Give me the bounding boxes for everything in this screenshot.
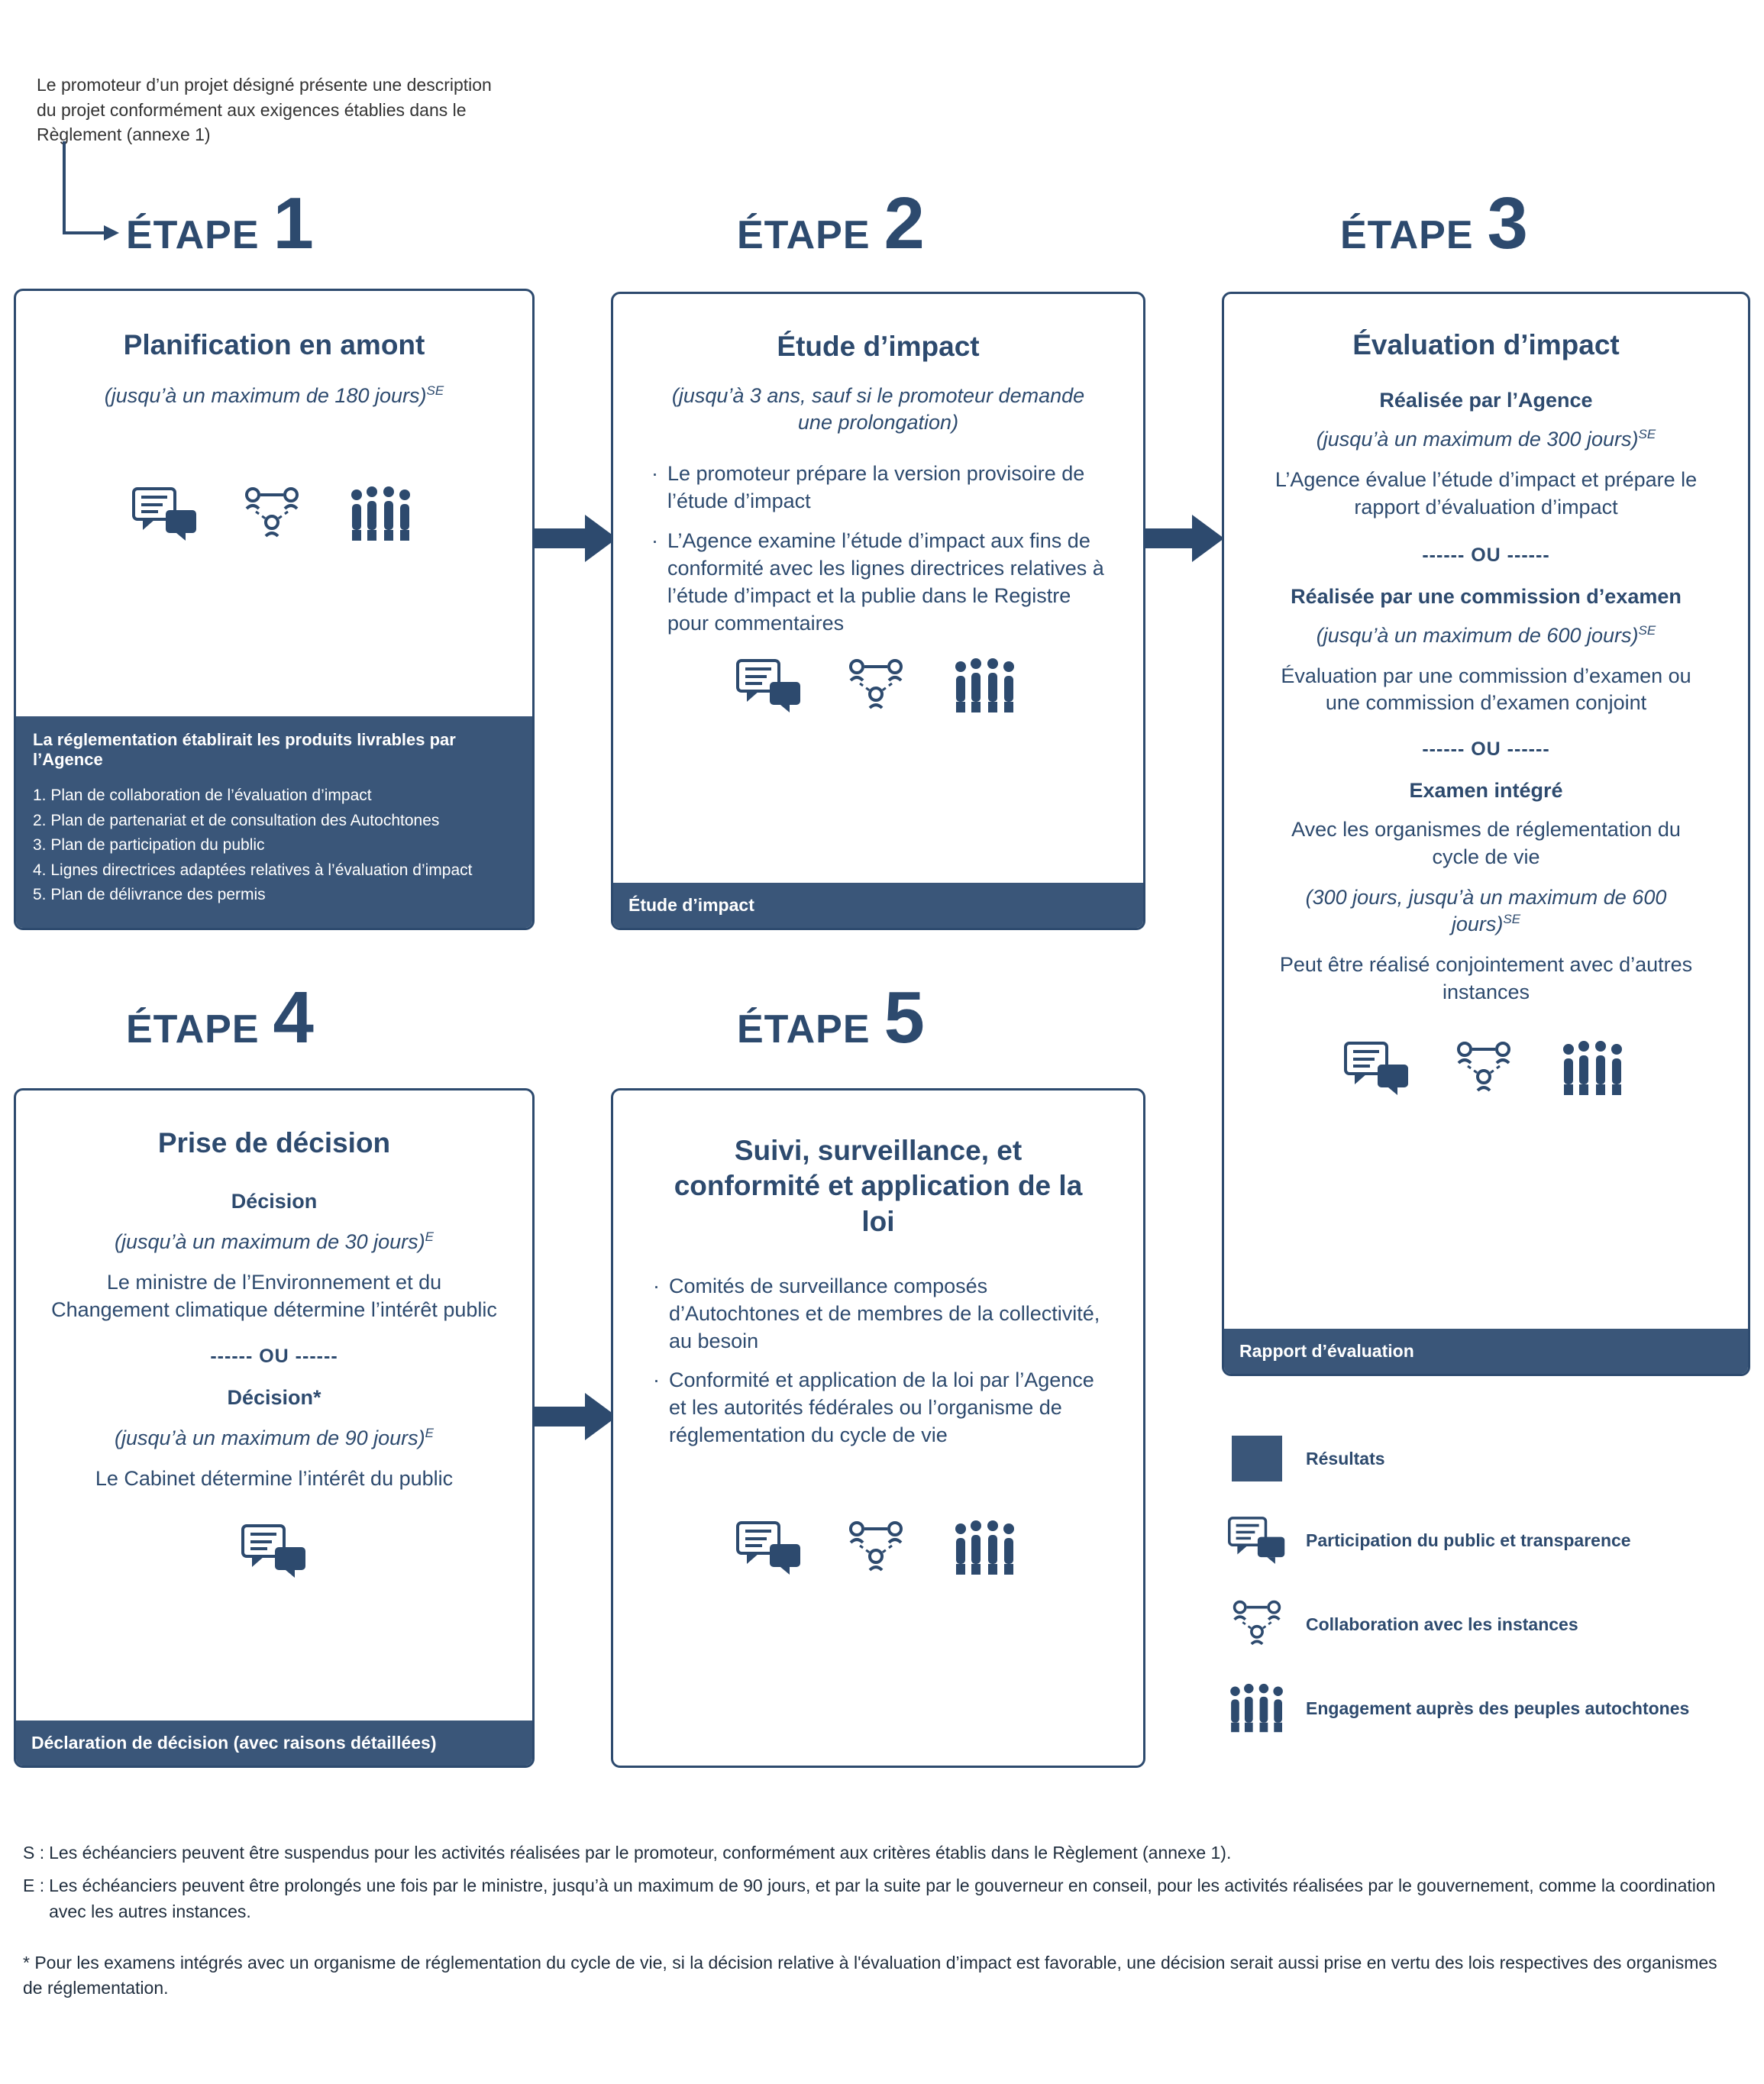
step3-timeline-panel: (jusqu’à un maximum de 600 jours)$^{SE}$	[1316, 622, 1656, 647]
step4-icon-row	[16, 1523, 532, 1579]
step3-timeline-agency: (jusqu’à un maximum de 300 jours)$^{SE}$	[1316, 427, 1656, 451]
network-people-icon	[241, 486, 303, 542]
bullet-dot-icon: ·	[653, 1368, 660, 1392]
or-separator: ------ OU ------	[1422, 738, 1550, 760]
step4-timeline-minister: (jusqu’à un maximum de 30 jours)$^E$	[114, 1229, 435, 1254]
list-item: 2. Plan de partenariat et de consultation des Autochtones	[33, 811, 440, 829]
intro-arrow-icon	[60, 141, 121, 248]
step-label-1: ÉTAPE 1	[126, 183, 315, 264]
footnote-e: E : Les échéanciers peuvent être prolongés une fois par le ministre, jusqu’à un maximum de 90 jours, et par la suite par le gouverneur en conseil, pour les activités réalisées par le gouvernement, comme la coordination avec les autres instances.	[23, 1876, 1716, 1921]
list-item: · L’Agence examine l’étude d’impact aux fins de conformité avec les lignes directrices relatives à l’étude d’impact et la publie dans le Registre pour commentaires	[651, 528, 1105, 638]
step1-timeline: (jusqu’à un maximum de 180 jours)$^{SE}$	[104, 383, 444, 408]
footnote-star: * Pour les examens intégrés avec un organisme de réglementation du cycle de vie, si la décision relative à l'évaluation d’impact est favorable, une décision serait aussi prise en vertu des lois respectives des organismes de réglementation.	[23, 1953, 1717, 1998]
arrow-step4-to-step5-icon	[535, 1390, 619, 1443]
navy-square-icon	[1222, 1436, 1292, 1481]
legend-item-collaboration: Collaboration avec les instances	[1222, 1599, 1756, 1649]
bullet-dot-icon: ·	[653, 1274, 660, 1297]
step-label-3: ÉTAPE 3	[1340, 183, 1529, 264]
step3-icon-row	[1224, 1040, 1748, 1097]
intro-note: Le promoteur d’un projet désigné présente une description du projet conformément aux exigences établies dans le Règlement (annexe 1)	[37, 75, 492, 145]
step1-deliverables-list	[33, 784, 515, 908]
step3-footer-bar: Rapport d’évaluation	[1224, 1329, 1748, 1374]
bullet-dot-icon: ·	[651, 529, 658, 553]
or-separator: ------ OU ------	[1422, 544, 1550, 566]
arrow-step1-to-step2-icon	[535, 512, 619, 565]
or-separator: ------ OU ------	[210, 1345, 338, 1367]
step4-timeline-cabinet: (jusqu’à un maximum de 90 jours)$^E$	[114, 1425, 435, 1449]
group-people-icon	[1225, 1683, 1289, 1733]
card-step-3: Évaluation d’impact Réalisée par l’Agence (jusqu’à un maximum de 300 jours)$^{SE}$ L’Agence évalue l’étude d’impact et prépare le rapport d’évaluation d’impact ------ OU ------ Réalisée par une commission d’examen (jusqu’à un maximum de 600 jours)$^{SE}$ Évaluation par une commission d’examen ou une commission d’examen conjoint ------ OU ------ Examen intégré Avec les organismes de réglementation du cycle de vie (300 jours, jusqu’à un maximum de 600 jours)$^{SE}$ Peut être réalisé conjointement avec d’autres instances Rapport d’évaluation	[1222, 292, 1750, 1376]
list-item: 3. Plan de participation du public	[33, 836, 265, 855]
list-item: · Comités de surveillance composés d’Autochtones et de membres de la collectivité, au besoin	[653, 1273, 1103, 1355]
card-step-2: Étude d’impact (jusqu’à 3 ans, sauf si le promoteur demande une prolongation) · Le promoteur prépare la version provisoire de l’étude d’impact · L’Agence examine l’étude d’impact aux fins de conformité avec les lignes directrices relatives à l’étude d’impact et la publie dans le Registre pour commentaires Étude d’impact	[611, 292, 1145, 930]
footnote-s: S : Les échéanciers peuvent être suspendus pour les activités réalisées par le promoteur, conformément aux critères établis dans le Règlement (annexe 1).	[23, 1843, 1232, 1863]
network-people-icon	[1229, 1599, 1285, 1649]
speech-bubbles-icon	[241, 1523, 307, 1579]
speech-bubbles-icon	[736, 1520, 802, 1576]
step2-footer-bar: Étude d’impact	[613, 883, 1143, 928]
list-item: · Le promoteur prépare la version provisoire de l’étude d’impact	[651, 460, 1105, 515]
step-label-5: ÉTAPE 5	[737, 977, 926, 1058]
speech-bubbles-icon	[1344, 1040, 1410, 1097]
network-people-icon	[845, 1520, 907, 1576]
step4-footer-bar: Déclaration de décision (avec raisons détaillées)	[16, 1721, 532, 1766]
list-item: · Conformité et application de la loi par l’Agence et les autorités fédérales ou l’organisme de réglementation du cycle de vie	[653, 1367, 1103, 1449]
step1-icon-row	[16, 486, 532, 542]
group-people-icon	[950, 658, 1020, 714]
group-people-icon	[1558, 1040, 1628, 1097]
list-item: 4. Lignes directrices adaptées relatives à l’évaluation d’impact	[33, 861, 473, 879]
step-label-4: ÉTAPE 4	[126, 977, 315, 1058]
legend-item-results: Résultats	[1222, 1436, 1756, 1481]
network-people-icon	[845, 658, 907, 714]
group-people-icon	[346, 486, 416, 542]
step2-icon-row	[613, 658, 1143, 714]
group-people-icon	[950, 1520, 1020, 1576]
arrow-step2-to-step3-icon	[1142, 512, 1226, 565]
step3-timeline-integrated: (300 jours, jusqu’à un maximum de 600 jours)$^{SE}$	[1305, 886, 1667, 936]
step-label-2: ÉTAPE 2	[737, 183, 926, 264]
card-step-5: Suivi, surveillance, et conformité et application de la loi · Comités de surveillance composés d’Autochtones et de membres de la collectivité, au besoin · Conformité et application de la loi par l’Agence et les autorités fédérales ou l’organisme de réglementation du cycle de vie	[611, 1088, 1145, 1768]
list-item: 5. Plan de délivrance des permis	[33, 886, 266, 904]
list-item: 1. Plan de collaboration de l’évaluation d’impact	[33, 787, 372, 805]
legend-item-indigenous-engagement: Engagement auprès des peuples autochtones	[1222, 1683, 1756, 1733]
step2-bullet-list	[613, 460, 1143, 637]
step2-timeline: (jusqu’à 3 ans, sauf si le promoteur demande une prolongation)	[671, 384, 1085, 435]
legend-item-public-participation: Participation du public et transparence	[1222, 1515, 1756, 1565]
card-step-1: Planification en amont (jusqu’à un maximum de 180 jours)$^{SE}$ La réglementation établirait les produits livrables par l’Agence 1. Plan de collaboration de l’évaluation d’impact 2. Plan de partenariat et de consultation des Autochtones 3. Plan de participation du public 4. Lignes directrices adaptées relatives à l’évaluation d’impact 5. Plan de délivrance des permis	[14, 289, 535, 930]
network-people-icon	[1452, 1040, 1515, 1097]
step5-icon-row	[613, 1520, 1143, 1576]
speech-bubbles-icon	[1228, 1515, 1286, 1565]
bullet-dot-icon: ·	[651, 462, 658, 486]
card-step-4: Prise de décision Décision (jusqu’à un maximum de 30 jours)$^E$ Le ministre de l’Environnement et du Changement climatique détermine l’intérêt public ------ OU ------ Décision* (jusqu’à un maximum de 90 jours)$^E$ Le Cabinet détermine l’intérêt du public Déclaration de décision (avec raisons détaillées)	[14, 1088, 535, 1768]
footnotes	[23, 1840, 1741, 2009]
legend	[1222, 1436, 1756, 1767]
speech-bubbles-icon	[736, 658, 802, 714]
step5-bullet-list	[613, 1273, 1143, 1449]
speech-bubbles-icon	[132, 486, 198, 542]
step1-deliverables: La réglementation établirait les produits livrables par l’Agence 1. Plan de collaboration de l’évaluation d’impact 2. Plan de partenariat et de consultation des Autochtones 3. Plan de participation du public 4. Lignes directrices adaptées relatives à l’évaluation d’impact 5. Plan de délivrance des permis	[16, 716, 532, 928]
